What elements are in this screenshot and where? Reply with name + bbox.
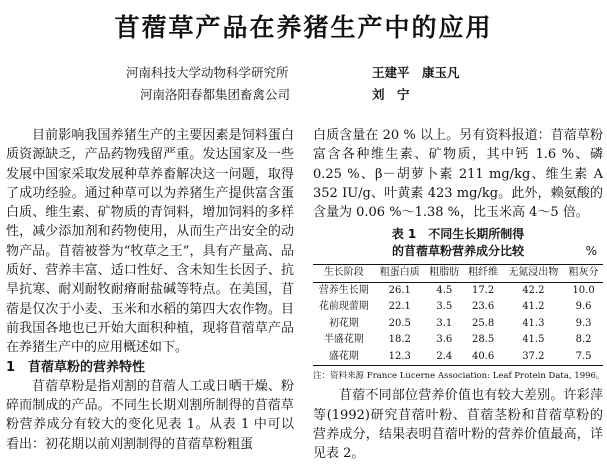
table-row	[313, 349, 603, 366]
table-row	[313, 282, 603, 299]
affiliation-1: 河南科技大学动物科学研究所	[126, 65, 289, 80]
right-column	[313, 126, 603, 464]
table-cell: 41.5	[522, 334, 545, 346]
table-cell: 10.0	[572, 284, 595, 296]
table-cell: 12.3	[388, 350, 411, 362]
left-column	[6, 126, 294, 454]
table-body	[313, 282, 603, 366]
table-cell: 20.5	[388, 317, 411, 329]
section-paragraph: 苜蓿草粉是指刈割的苜蓿人工或日晒干燥、粉碎而制成的产品。不同生长期刈割所制得的苜蓿草粉营养成分有较大的变化见表 1。从表 1 中可以看出：初花期以前刈割制得的苜蓿草粉粗蛋	[6, 378, 294, 452]
table-cell: 3.6	[436, 334, 453, 346]
table-caption-line-2: 的苜蓿草粉营养成分比较	[391, 244, 524, 259]
table-caption	[313, 226, 603, 260]
closing-paragraph: 苜蓿不同部位营养价值也有较大差别。许彩萍等(1992)研究苜蓿叶粉、苜蓿茎粉和苜蓿草粉的营养成分，结果表明苜蓿叶粉的营养价值最高，详见表 2。	[313, 388, 603, 462]
table-cell: 7.5	[575, 350, 592, 362]
table-cell: 4.5	[436, 284, 453, 296]
table-cell: 22.1	[388, 301, 411, 313]
intro-paragraph: 目前影响我国养猪生产的主要因素是饲料蛋白质资源缺乏，产品药物残留严重。发达国家及一些发展中国家采取发展种草养畜解决这一问题，取得了成功经验。通过种草可以为养猪生产提供富含蛋白质、维生素、矿物质的青饲料，增加饲料的多样性，减少添加剂和药物使用，从而生产出安全的动物产品。苜蓿被誉为“牧草之王”，具有产量高、品质好、营养丰富、适口性好、含未知生长因子、抗旱抗寒、耐刈耐牧耐瘠耐盐碱等特点。在美国，苜蓿是仅次于小麦、玉米和水稻的第四大农作物。目前我国各地也已开始大面积种植，现将苜蓿草产品在养猪生产中的应用概述如下。	[6, 128, 294, 356]
table-cell: 37.2	[522, 350, 545, 362]
row-label: 半盛花期	[323, 334, 364, 346]
table-cell: 8.2	[575, 334, 592, 346]
row-label: 营养生长期	[318, 284, 369, 296]
table-row	[313, 332, 603, 349]
table-row	[313, 299, 603, 316]
row-label: 初花期	[328, 317, 359, 329]
table-cell: 26.1	[388, 284, 411, 296]
section-heading: 1 苜蓿草粉的营养特性	[6, 359, 146, 375]
table-cell: 42.2	[522, 284, 545, 296]
table-cell: 3.1	[436, 317, 453, 329]
continued-paragraph: 白质含量在 20 % 以上。另有资料报道：苜蓿草粉富含各种维生素、矿物质，其中钙 1.6 %、磷 0.25 %、β－胡萝卜素 211 mg/kg、维生素 A 352 IU/g、叶黄素 423 mg/kg。此外，赖氨酸的含量为 0.06 %～1.38 %，比玉米高 4～5 倍。	[313, 128, 603, 221]
table-header-cell: 无氮浸出物	[503, 265, 565, 283]
table-cell: 28.5	[471, 334, 495, 346]
nutrition-table	[313, 264, 603, 366]
row-label: 花前现蕾期	[318, 301, 369, 313]
table-cell: 3.5	[436, 301, 453, 313]
table-cell: 40.6	[471, 350, 495, 362]
table-caption-line-1: 表 1 不同生长期所制得	[391, 227, 525, 242]
article-title: 苜蓿草产品在养猪生产中的应用	[114, 13, 493, 42]
table-cell: 18.2	[388, 334, 411, 346]
authors-1: 王建平 康玉凡	[372, 65, 460, 80]
table-row	[313, 316, 603, 333]
row-label: 盛花期	[328, 350, 359, 362]
table-cell: 9.6	[575, 301, 592, 313]
authors-2: 刘 宁	[372, 87, 410, 102]
table-cell: 25.8	[471, 317, 495, 329]
table-cell: 9.3	[575, 317, 592, 329]
table-header-cell: 粗灰分	[564, 265, 603, 283]
table-cell: 17.2	[471, 284, 495, 296]
table-header-row	[313, 265, 603, 283]
table-note: 注：资料来源 France Lucerne Association: Leaf Protein Data, 1996。	[313, 371, 605, 382]
affiliation-2: 河南洛阳春都集团畜禽公司	[140, 87, 291, 102]
table-header-cell: 粗蛋白质	[375, 265, 425, 283]
table-header-cell: 粗纤维	[464, 265, 503, 283]
table-header-cell: 粗脂肪	[425, 265, 464, 283]
table-cell: 41.3	[522, 317, 545, 329]
table-cell: 2.4	[436, 350, 453, 362]
table-cell: 41.2	[522, 301, 545, 313]
table-header-cell: 生长阶段	[313, 265, 375, 283]
table-cell: 23.6	[471, 301, 495, 313]
table-unit: %	[585, 244, 597, 259]
